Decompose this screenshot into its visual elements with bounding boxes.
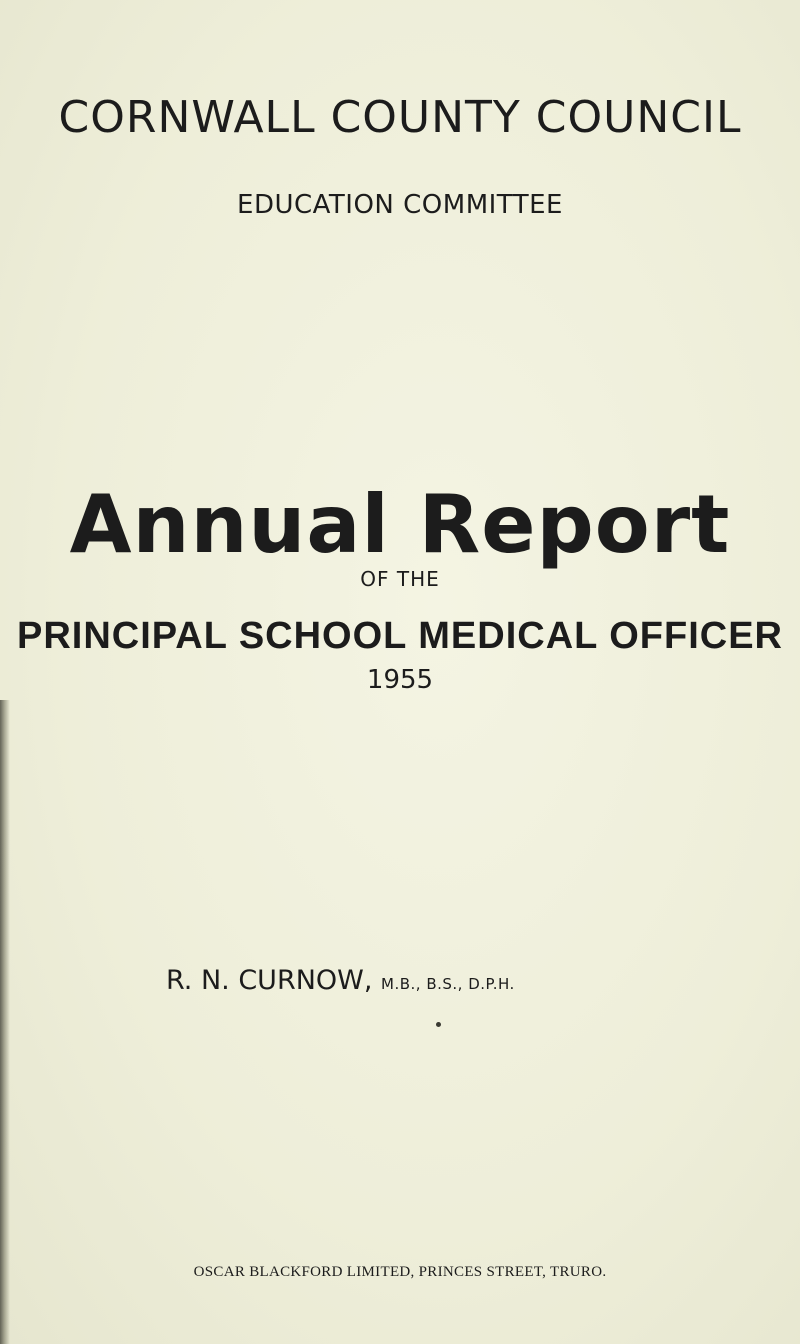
report-title: Annual Report (69, 478, 731, 571)
report-year: 1955 (366, 665, 434, 695)
report-subtitle-of-the: OF THE (360, 567, 440, 591)
committee-name: EDUCATION COMMITTEE (237, 190, 563, 220)
page-edge-shadow (0, 700, 10, 1344)
ornament-dot (436, 1022, 441, 1027)
printer-imprint: OSCAR BLACKFORD LIMITED, PRINCES STREET, TRURO. (193, 1264, 607, 1280)
author-qualifications: M.B., B.S., D.P.H. (381, 975, 515, 993)
author-line (166, 965, 515, 996)
author-name: R. N. CURNOW, (166, 965, 373, 996)
officer-title: PRINCIPAL SCHOOL MEDICAL OFFICER (16, 615, 783, 657)
council-name: CORNWALL COUNTY COUNCIL (58, 92, 742, 143)
